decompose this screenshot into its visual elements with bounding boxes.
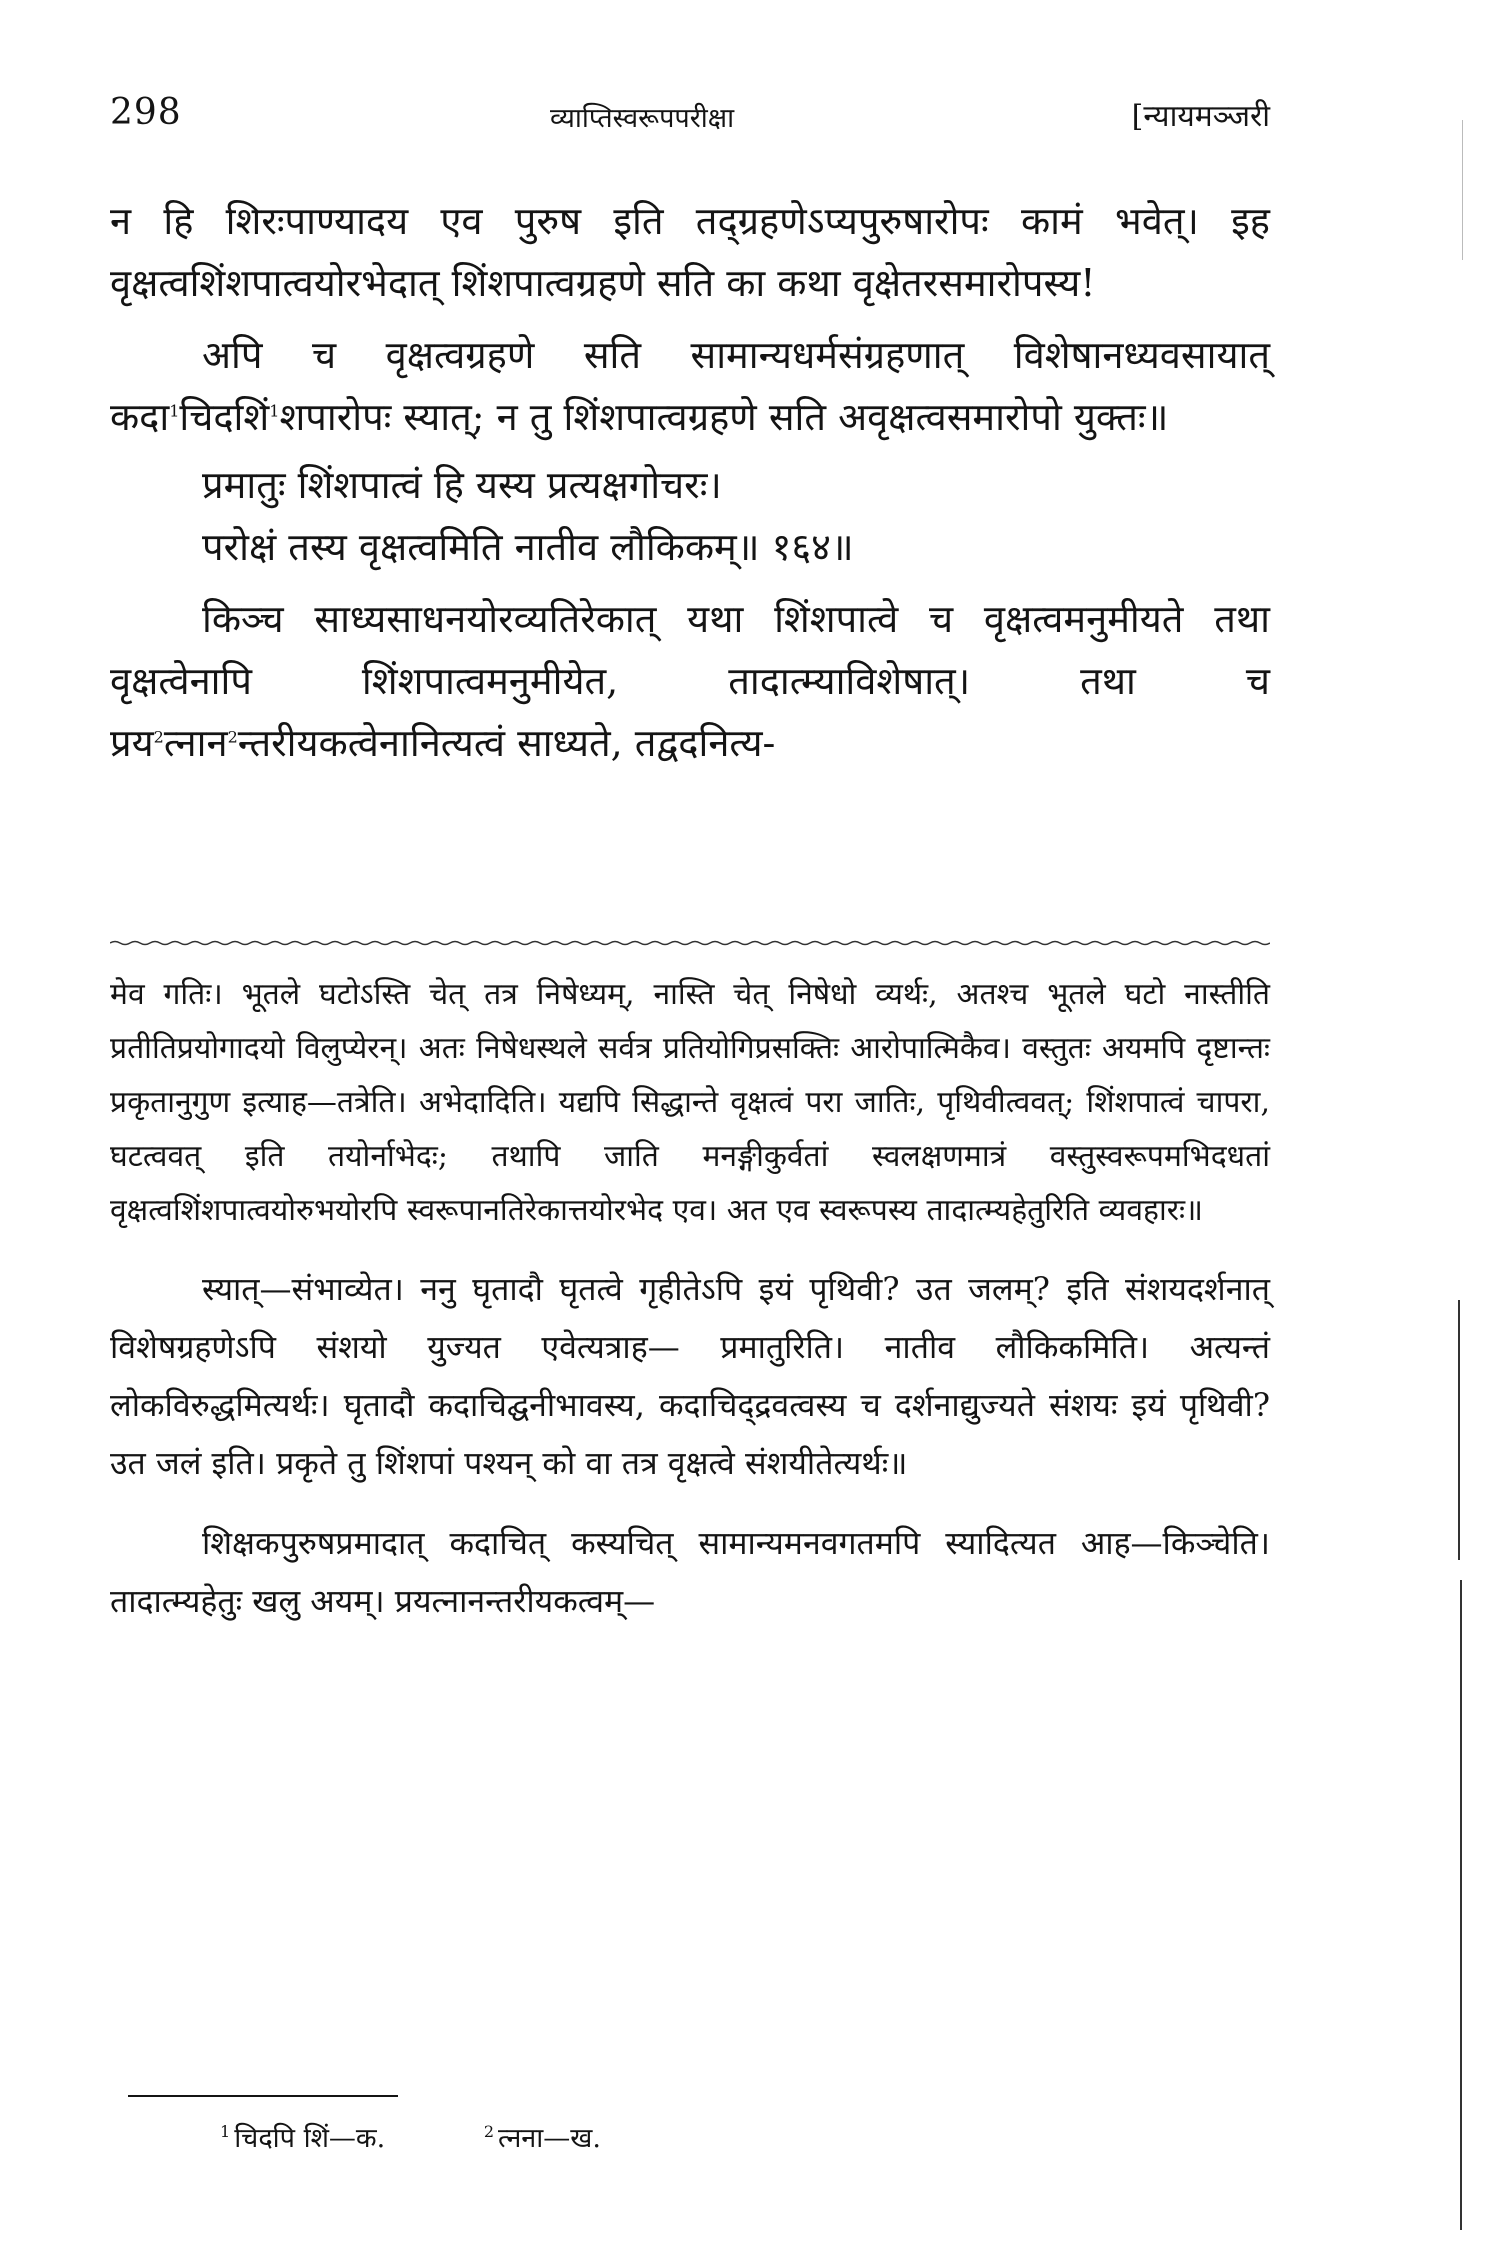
commentary-divider xyxy=(110,940,1270,946)
main-paragraph-3-part-c: न्तरीयकत्वेनानित्यत्वं साध्यते, तद्वदनित्य- xyxy=(237,721,776,765)
footnote-2-text: त्नना—ख. xyxy=(498,2123,601,2154)
main-paragraph-3-part-a: किञ्च साध्यसाधनयोरव्यतिरेकात् यथा शिंशपात्वे च वृक्षत्वमनुमीयते तथा वृक्षत्वेनापि शिंशपात्वमनुमीयेत, तादात्म्याविशेषात्। तथा च प्रय xyxy=(110,597,1270,765)
footnote-1-text: चिदपि शिं—क. xyxy=(234,2123,386,2154)
footnote-1-number: 1 xyxy=(220,2122,231,2141)
main-paragraph-2-part-a: अपि च वृक्षत्वग्रहणे सति सामान्यधर्मसंग्रहणात् विशेषानध्यवसायात् कदा xyxy=(110,333,1270,439)
footnote-1 xyxy=(220,2118,385,2155)
main-paragraph-2 xyxy=(110,324,1270,448)
commentary-paragraph-3: शिक्षकपुरुषप्रमादात् कदाचित् कस्यचित् सामान्यमनवगतमपि स्यादित्यत आह—किञ्चेति। तादात्म्यहेतुः खलु अयम्। प्रयत्नानन्तरीयकत्वम्— xyxy=(110,1524,1270,1620)
footnote-marker-1b: 1 xyxy=(269,401,280,421)
scan-mark xyxy=(1460,1580,1462,2230)
verse xyxy=(202,454,1270,578)
footnotes xyxy=(220,2118,691,2155)
page-header xyxy=(110,92,1270,140)
book-page xyxy=(110,0,1270,2258)
commentary-paragraph-2: स्यात्—संभाव्येत। ननु घृतादौ घृतत्वे गृहीतेऽपि इयं पृथिवी? उत जलम्? इति संशयदर्शनात् विशेषग्रहणेऽपि संशयो युज्यत एवेत्यत्राह— प्रमातुरिति। नातीव लौकिकमिति। अत्यन्तं लोकविरुद्धमित्यर्थः। घृतादौ कदाचिद्घनीभावस्य, कदाचिद्द्रवत्वस्य च दर्शनाद्युज्यते संशयः इयं पृथिवी? उत जलं इति। प्रकृते तु शिंशपां पश्यन् को वा तत्र वृक्षत्वे संशयीतेत्यर्थः॥ xyxy=(110,1270,1270,1482)
work-title: [न्यायमञ्जरी xyxy=(1131,99,1270,134)
footnote-marker-2: 2 xyxy=(153,727,164,747)
footnote-2 xyxy=(484,2118,601,2155)
footnote-marker-1: 1 xyxy=(169,401,180,421)
scan-mark xyxy=(1462,120,1463,260)
verse-line-1: प्रमातुः शिंशपात्वं हि यस्य प्रत्यक्षगोचरः। xyxy=(202,463,722,507)
scan-mark xyxy=(1458,1300,1460,1560)
running-title: व्याप्तिस्वरूपपरीक्षा xyxy=(550,103,735,134)
commentary-paragraph-1: मेव गतिः। भूतले घटोऽस्ति चेत् तत्र निषेध्यम्, नास्ति चेत् निषेधो व्यर्थः, अतश्च भूतले घटो नास्तीति प्रतीतिप्रयोगादयो विलुप्येरन्। अतः निषेधस्थले सर्वत्र प्रतियोगिप्रसक्तिः आरोपात्मिकैव। वस्तुतः अयमपि दृष्टान्तः प्रकृतानुगुण इत्याह—तत्रेति। अभेदादिति। यद्यपि सिद्धान्ते वृक्षत्वं परा जातिः, पृथिवीत्ववत्; शिंशपात्वं चापरा, घटत्ववत् इति तयोर्नाभेदः; तथापि जाति मनङ्गीकुर्वतां स्वलक्षणमात्रं वस्तुस्वरूपमभिदधतां वृक्षत्वशिंशपात्वयोरुभयोरपि स्वरूपानतिरेकात्तयोरभेद एव। अत एव स्वरूपस्य तादात्म्यहेतुरिति व्यवहारः॥ xyxy=(110,977,1270,1228)
commentary xyxy=(110,968,1270,1630)
main-paragraph-1: न हि शिरःपाण्यादय एव पुरुष इति तद्ग्रहणेऽप्यपुरुषारोपः कामं भवेत्। इह वृक्षत्वशिंशपात्वयोरभेदात् शिंशपात्वग्रहणे सति का कथा वृक्षेतरसमारोपस्य! xyxy=(110,199,1270,305)
main-paragraph-3 xyxy=(110,588,1270,774)
main-paragraph-3-part-b: त्नान xyxy=(163,721,228,765)
page-number: 298 xyxy=(110,92,182,133)
main-text xyxy=(110,190,1270,780)
footnote-rule xyxy=(128,2095,398,2097)
verse-line-2: परोक्षं तस्य वृक्षत्वमिति नातीव लौकिकम्॥ १६४॥ xyxy=(202,525,854,569)
footnote-marker-2b: 2 xyxy=(227,727,238,747)
main-paragraph-2-part-b: चिदशिं xyxy=(179,395,270,439)
main-paragraph-2-part-c: शपारोपः स्यात्; न तु शिंशपात्वग्रहणे सति अवृक्षत्वसमारोपो युक्तः॥ xyxy=(279,395,1169,439)
footnote-2-number: 2 xyxy=(483,2122,495,2141)
